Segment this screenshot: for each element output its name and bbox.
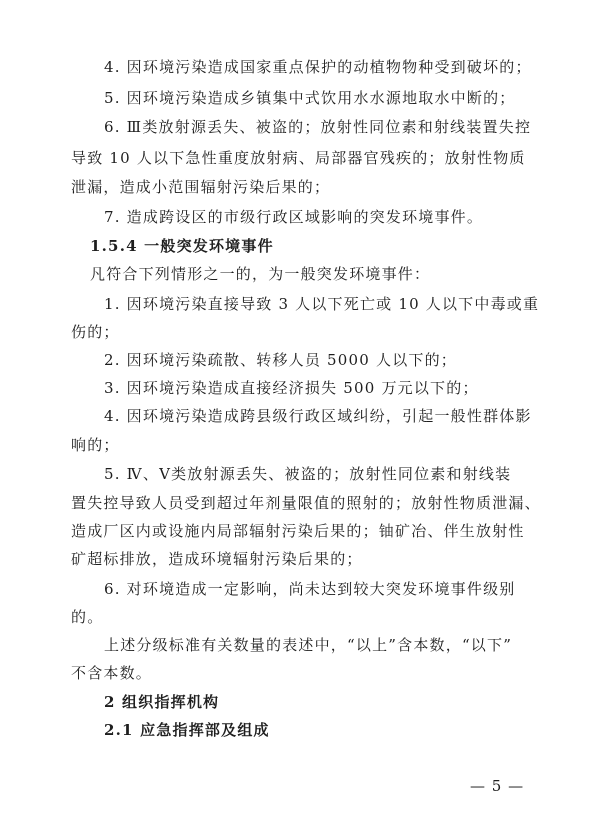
text-line: 5. Ⅳ、Ⅴ类放射源丢失、被盗的；放射性同位素和射线装	[104, 465, 512, 483]
text-line: 矿超标排放，造成环境辐射污染后果的；	[71, 550, 363, 568]
text-line: 6. 对环境造成一定影响，尚未达到较大突发环境事件级别	[104, 580, 516, 598]
section-heading: 1.5.4 一般突发环境事件	[90, 237, 274, 255]
text-line: 6. Ⅲ类放射源丢失、被盗的；放射性同位素和射线装置失控	[104, 118, 532, 136]
text-line: 7. 造成跨设区的市级行政区域影响的突发环境事件。	[104, 208, 484, 226]
text-line: 伤的；	[71, 323, 120, 341]
text-line: 响的；	[71, 436, 120, 454]
text-line: 4. 因环境污染造成跨县级行政区域纠纷，引起一般性群体影	[104, 407, 532, 425]
section-heading: 2.1 应急指挥部及组成	[104, 721, 270, 739]
text-line: 泄漏，造成小范围辐射污染后果的；	[71, 178, 331, 196]
text-line: 不含本数。	[71, 664, 153, 682]
text-line: 2. 因环境污染疏散、转移人员 5000 人以下的；	[104, 351, 457, 369]
section-heading: 2 组织指挥机构	[104, 693, 220, 711]
text-line: 置失控导致人员受到超过年剂量限值的照射的；放射性物质泄漏、	[71, 494, 541, 512]
text-line: 3. 因环境污染造成直接经济损失 500 万元以下的；	[104, 379, 479, 397]
page-number: — 5 —	[470, 777, 525, 795]
text-line: 的。	[71, 608, 104, 626]
text-line: 4. 因环境污染造成国家重点保护的动植物物种受到破坏的；	[104, 58, 532, 76]
text-line: 1. 因环境污染直接导致 3 人以下死亡或 10 人以下中毒或重	[104, 295, 540, 313]
text-line: 5. 因环境污染造成乡镇集中式饮用水水源地取水中断的；	[104, 89, 516, 107]
text-line: 造成厂区内或设施内局部辐射污染后果的；铀矿冶、伴生放射性	[71, 522, 525, 540]
text-line: 导致 10 人以下急性重度放射病、局部器官残疾的；放射性物质	[71, 149, 526, 167]
text-line: 上述分级标准有关数量的表述中，“以上”含本数，“以下”	[104, 636, 513, 654]
text-line: 凡符合下列情形之一的，为一般突发环境事件：	[90, 265, 431, 283]
